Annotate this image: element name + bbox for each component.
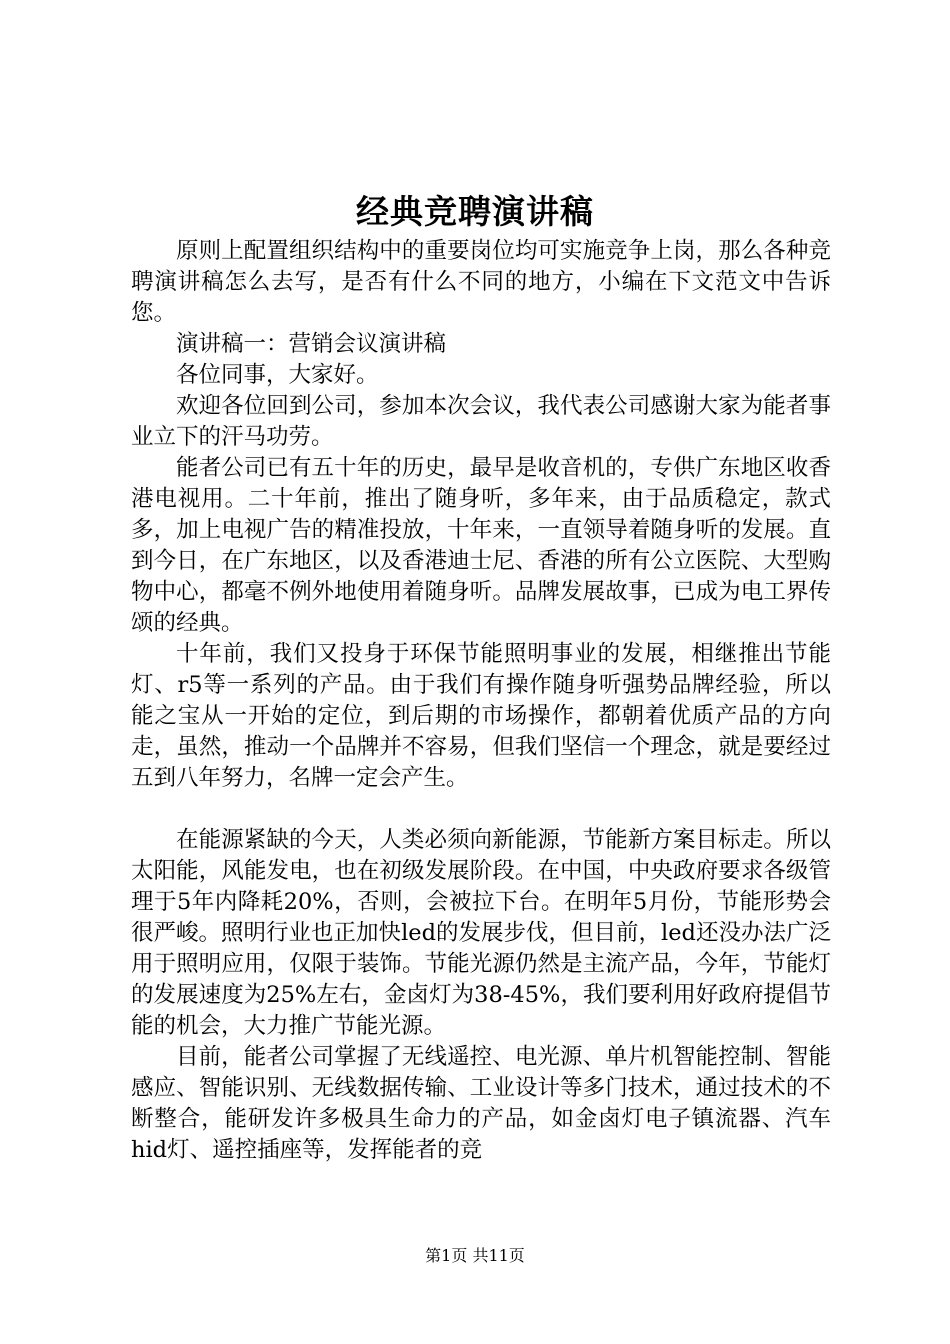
paragraph-energy-saving: 十年前，我们又投身于环保节能照明事业的发展，相继推出节能灯、r5等一系列的产品。由于我们有操作随身听强势品牌经验，所以能之宝从一开始的定位，到后期的市场操作，都朝着优质产品的方向走，虽然，推动一个品牌并不容易，但我们坚信一个理念，就是要经过五到八年努力，名牌一定会产生。 (131, 641, 831, 791)
document-body (131, 236, 831, 1166)
paragraph-technology: 目前，能者公司掌握了无线遥控、电光源、单片机智能控制、智能感应、智能识别、无线数据传输、工业设计等多门技术，通过技术的不断整合，能研发许多极具生命力的产品，如金卤灯电子镇流器、汽车hid灯、遥控插座等，发挥能者的竞 (131, 1044, 831, 1163)
page-number: 第1页 共11页 (425, 1246, 525, 1265)
paragraph-welcome: 欢迎各位回到公司，参加本次会议，我代表公司感谢大家为能者事业立下的汗马功劳。 (131, 393, 831, 450)
paragraph-energy-shortage: 在能源紧缺的今天，人类必须向新能源，节能新方案目标走。所以太阳能，风能发电，也在初级发展阶段。在中国，中央政府要求各级管理于5年内降耗20%，否则，会被拉下台。在明年5月份，节能形势会很严峻。照明行业也正加快led的发展步伐，但目前，led还没办法广泛用于照明应用，仅限于装饰。节能光源仍然是主流产品，今年，节能灯的发展速度为25%左右，金卤灯为38-45%，我们要利用好政府提倡节能的机会，大力推广节能光源。 (131, 827, 831, 1039)
paragraph-speech-heading: 演讲稿一：营销会议演讲稿 (176, 331, 447, 357)
paragraph-intro: 原则上配置组织结构中的重要岗位均可实施竞争上岗，那么各种竞聘演讲稿怎么去写，是否有什么不同的地方，小编在下文范文中告诉您。 (131, 238, 831, 326)
paragraph-greeting: 各位同事，大家好。 (176, 362, 379, 388)
paragraph-history: 能者公司已有五十年的历史，最早是收音机的，专供广东地区收香港电视用。二十年前，推出了随身听，多年来，由于品质稳定，款式多，加上电视广告的精准投放，十年来，一直领导着随身听的发展。直到今日，在广东地区，以及香港迪士尼、香港的所有公立医院、大型购物中心，都毫不例外地使用着随身听。品牌发展故事，已成为电工界传颂的经典。 (131, 455, 831, 636)
document-title: 经典竞聘演讲稿 (356, 192, 594, 231)
